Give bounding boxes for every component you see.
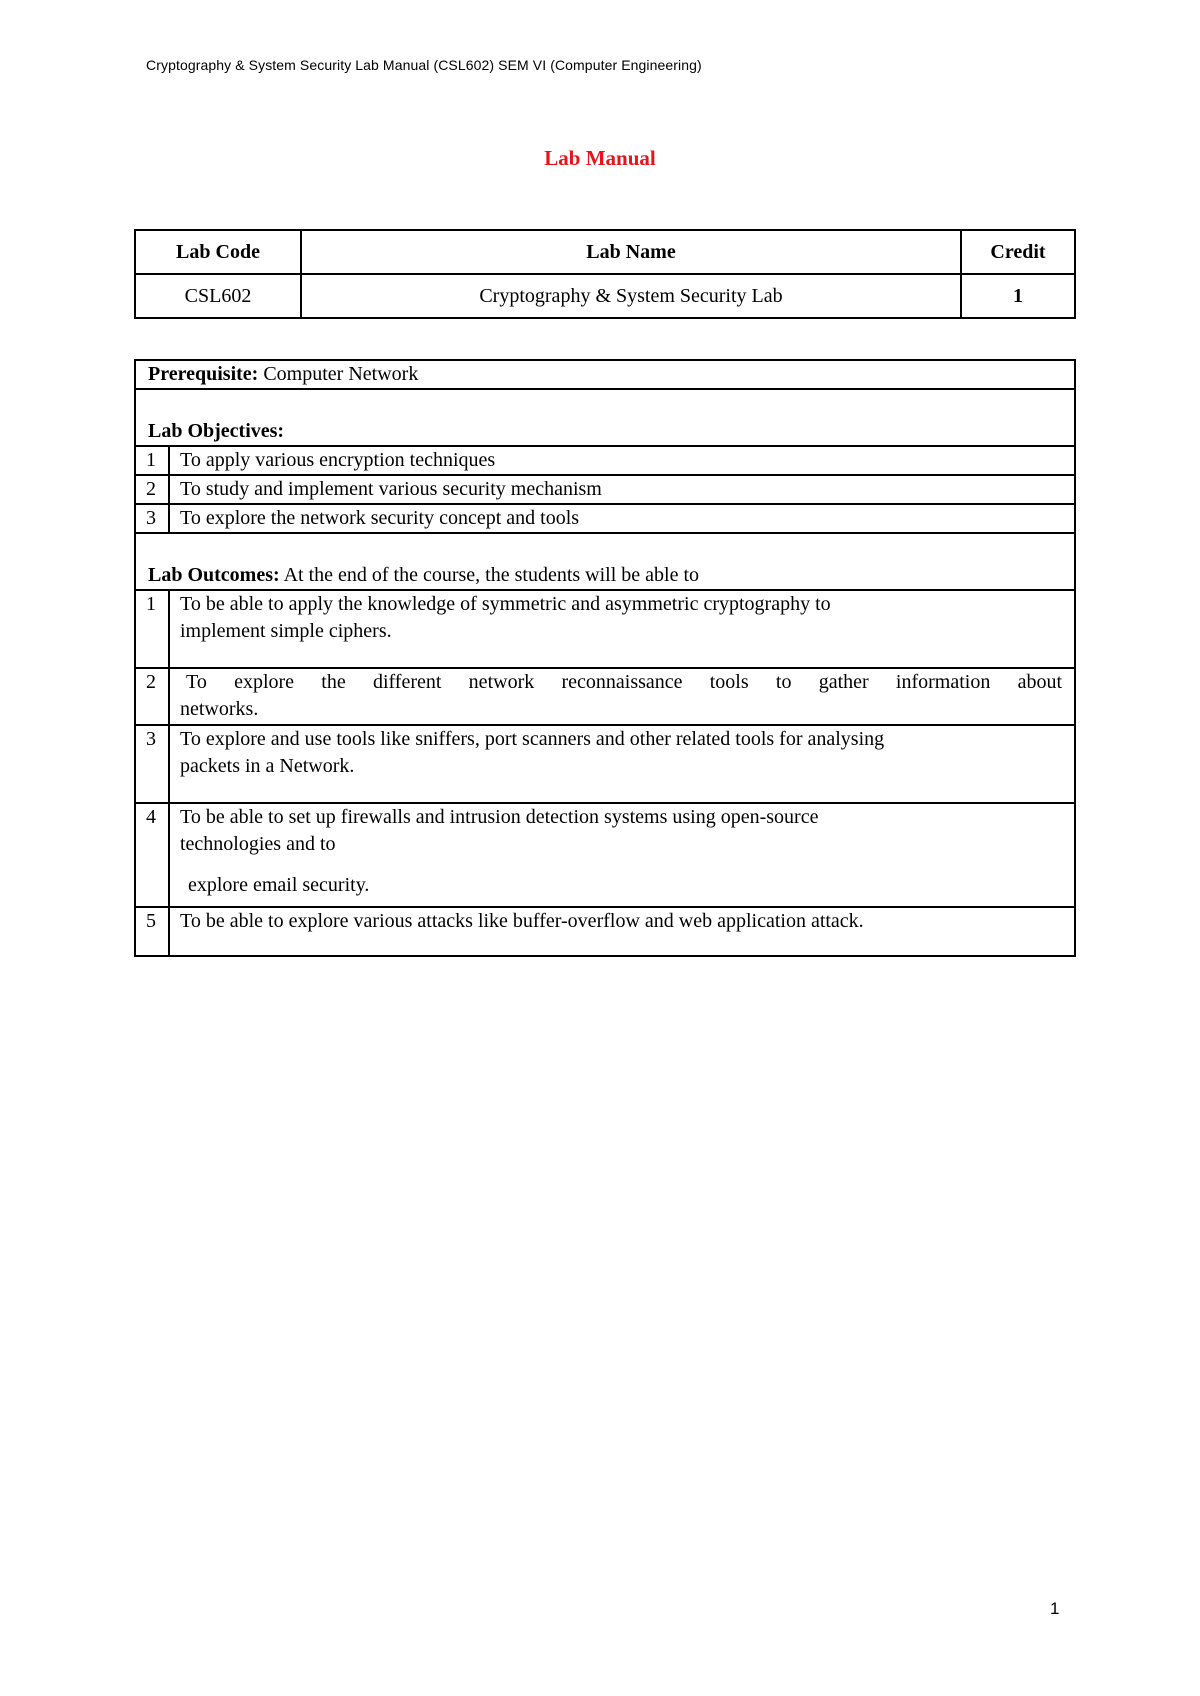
header-lab-name: Lab Name xyxy=(301,230,961,274)
outcome-row xyxy=(135,725,1075,803)
objective-number: 3 xyxy=(135,504,169,533)
outcome-number: 5 xyxy=(135,907,169,956)
outcome-number: 2 xyxy=(135,668,169,725)
outcomes-intro: At the end of the course, the students will be able to xyxy=(283,564,700,586)
outcome-number: 3 xyxy=(135,725,169,803)
outcome-text-line: explore email security. xyxy=(188,874,370,896)
lab-summary-table xyxy=(134,229,1076,319)
objectives-heading-row xyxy=(135,389,1075,446)
outcome-text-line: implement simple ciphers. xyxy=(180,620,392,642)
objectives-label: Lab Objectives: xyxy=(148,420,285,442)
prerequisite-label: Prerequisite: xyxy=(148,363,259,385)
outcome-text-line: To be able to apply the knowledge of symmetric and asymmetric cryptography to xyxy=(180,593,831,615)
outcome-text-line: technologies and to xyxy=(180,833,336,855)
page-title: Lab Manual xyxy=(544,146,656,170)
page-number: 1 xyxy=(1050,1599,1060,1618)
header-lab-code: Lab Code xyxy=(135,230,301,274)
objective-text: To explore the network security concept and tools xyxy=(169,504,1075,533)
objective-row xyxy=(135,504,1075,533)
objective-row xyxy=(135,475,1075,504)
credit-value: 1 xyxy=(961,274,1075,318)
objective-row xyxy=(135,446,1075,475)
objective-number: 2 xyxy=(135,475,169,504)
outcome-row xyxy=(135,668,1075,725)
outcome-number: 1 xyxy=(135,590,169,668)
outcome-text-line: To explore and use tools like sniffers, port scanners and other related tools for analysing xyxy=(180,728,885,750)
outcome-text-line: To be able to set up firewalls and intrusion detection systems using open-source xyxy=(180,806,819,828)
outcome-text-line: To be able to explore various attacks like buffer-overflow and web application attack. xyxy=(180,910,864,932)
prerequisite-value: Computer Network xyxy=(263,363,419,385)
outcome-text-line: networks. xyxy=(180,698,259,720)
outcome-row xyxy=(135,803,1075,907)
running-header: Cryptography & System Security Lab Manual (CSL602) SEM VI (Computer Engineering) xyxy=(146,57,702,73)
outcome-number: 4 xyxy=(135,803,169,907)
outcome-row xyxy=(135,907,1075,956)
objective-text: To study and implement various security mechanism xyxy=(169,475,1075,504)
objective-text: To apply various encryption techniques xyxy=(169,446,1075,475)
summary-data-row xyxy=(135,274,1075,318)
lab-code-value: CSL602 xyxy=(135,274,301,318)
outcome-text-line: packets in a Network. xyxy=(180,755,355,777)
outcomes-label: Lab Outcomes: xyxy=(148,564,280,586)
outcome-text-line: To explore the different network reconnaissance tools to gather information about xyxy=(186,671,1063,693)
outcomes-heading-row xyxy=(135,533,1075,590)
prerequisite-row xyxy=(135,360,1075,389)
objective-number: 1 xyxy=(135,446,169,475)
lab-details-table xyxy=(134,359,1076,957)
header-credit: Credit xyxy=(961,230,1075,274)
summary-header-row xyxy=(135,230,1075,274)
outcome-row xyxy=(135,590,1075,668)
lab-name-value: Cryptography & System Security Lab xyxy=(301,274,961,318)
